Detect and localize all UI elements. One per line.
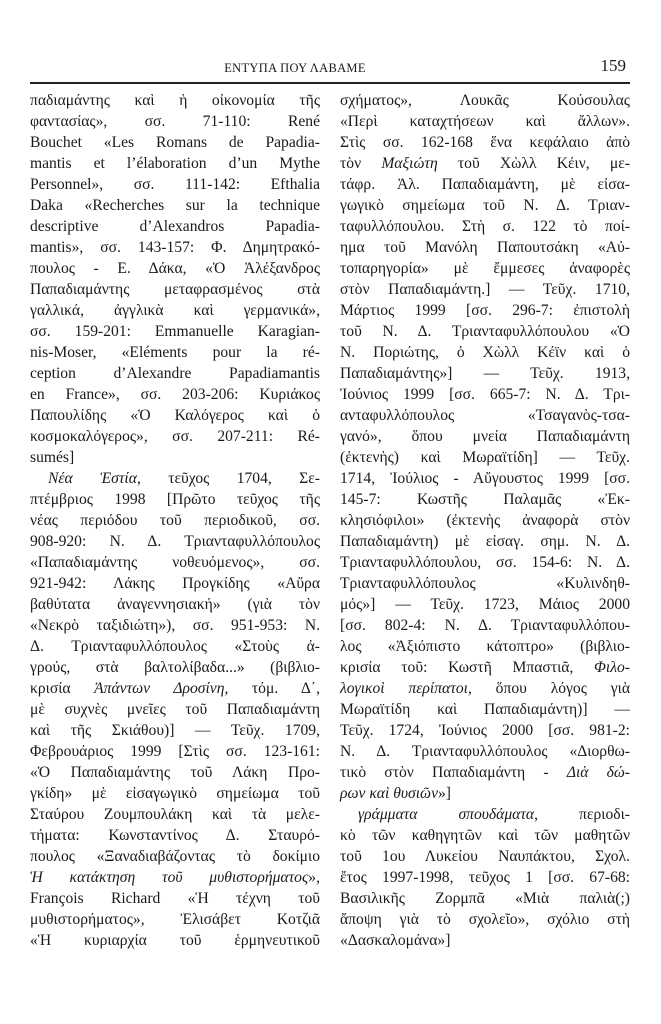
text-segment: Bouchet «Les Romans de Papadia- bbox=[30, 134, 320, 151]
text-line bbox=[340, 783, 630, 804]
running-head bbox=[30, 56, 630, 80]
text-line bbox=[30, 909, 320, 930]
text-line bbox=[30, 363, 320, 384]
text-line bbox=[340, 279, 630, 300]
text-segment: mantis et l’élaboration d’un Mythe bbox=[30, 155, 320, 172]
text-segment: ception d’Alexandre Papadiamantis bbox=[30, 365, 320, 382]
text-segment: sumés] bbox=[30, 449, 75, 466]
text-segment: «Νεκρὸ ταξιδιώτη»), σσ. 951-953: Ν. bbox=[30, 617, 320, 634]
text-segment: ἔτος 1997-1998, τεῦχος 1 [σσ. 67-68: bbox=[340, 869, 630, 886]
text-line bbox=[30, 153, 320, 174]
text-segment: κοσμοκαλόγερος», σσ. 207-211: Ré- bbox=[30, 428, 320, 445]
text-line bbox=[30, 720, 320, 741]
text-line bbox=[340, 426, 630, 447]
text-line bbox=[30, 195, 320, 216]
text-line bbox=[30, 237, 320, 258]
text-line bbox=[30, 783, 320, 804]
text-segment: τοῦ Ν. Δ. Τριανταφυλλόπουλου «Ὁ bbox=[340, 323, 630, 340]
text-line bbox=[340, 111, 630, 132]
text-line bbox=[340, 447, 630, 468]
text-segment: κρισία τοῦ: Κωστῆ Μπαστιᾶ, bbox=[340, 659, 595, 676]
text-segment: τάφρ. Ἀλ. Παπαδιαμάντη, μὲ εἰσα- bbox=[340, 176, 630, 193]
text-segment: Τεῦχ. 1724, Ἰούνιος 2000 [σσ. 981-2: bbox=[340, 722, 630, 739]
text-line bbox=[30, 888, 320, 909]
text-line bbox=[30, 762, 320, 783]
right-column bbox=[340, 90, 630, 951]
text-line bbox=[30, 384, 320, 405]
text-line bbox=[30, 174, 320, 195]
header-rule bbox=[30, 82, 630, 84]
text-line bbox=[340, 762, 630, 783]
text-segment: «Παπαδιαμάντης νοθευόμενος», σσ. bbox=[30, 554, 320, 571]
text-segment: «Περὶ καταχτήσεων καὶ ἄλλων». bbox=[340, 113, 630, 130]
italic-text: ρων καὶ θυσιῶν bbox=[340, 785, 438, 802]
text-line bbox=[30, 615, 320, 636]
text-segment: γανό», ὅπου μνεία Παπαδιαμάντη bbox=[340, 428, 630, 445]
italic-text: Νέα Ἑστία bbox=[48, 470, 137, 487]
text-line bbox=[30, 468, 320, 489]
text-segment: ταφυλλόπουλου. Στὴ σ. 122 τὸ ποί- bbox=[340, 218, 630, 235]
text-segment: , τεῦχος 1704, Σε- bbox=[136, 470, 320, 487]
text-line bbox=[30, 594, 320, 615]
text-segment: Παπαδιαμάντης»] — Τεῦχ. 1913, bbox=[340, 365, 630, 382]
text-segment: Μωραϊτίδη καὶ Παπαδιαμάντη)] — bbox=[340, 701, 630, 718]
text-segment: παδιαμάντης καὶ ἡ οἰκονομία τῆς bbox=[30, 92, 320, 109]
text-segment: γαλλικά, ἀγγλικὰ καὶ γερμανικά», bbox=[30, 302, 320, 319]
italic-text: Διὰ δώ- bbox=[566, 764, 630, 781]
text-segment: πουλος - Ε. Δάκα, «Ὁ Ἀλέξανδρος bbox=[30, 260, 320, 277]
running-head-title: ΕΝΤΥΠΑ ΠΟΥ ΛΑΒΑΜΕ bbox=[224, 61, 366, 75]
text-line bbox=[340, 741, 630, 762]
text-line bbox=[30, 342, 320, 363]
text-line bbox=[30, 699, 320, 720]
text-segment: Σταύρου Ζουμπουλάκη καὶ τὰ μελε- bbox=[30, 806, 320, 823]
text-segment: «Δασκαλομάνα»] bbox=[340, 932, 451, 949]
text-segment: en France», σσ. 203-206: Κυριάκος bbox=[30, 386, 320, 403]
text-segment: βαθύτατα ἀναγεννησιακή» (γιὰ τὸν bbox=[30, 596, 320, 613]
text-line bbox=[30, 489, 320, 510]
text-line bbox=[30, 405, 320, 426]
text-segment: Daka «Recherches sur la technique bbox=[30, 197, 320, 214]
text-line bbox=[30, 321, 320, 342]
text-line bbox=[340, 846, 630, 867]
text-line bbox=[340, 615, 630, 636]
text-line bbox=[340, 552, 630, 573]
text-segment: descriptive d’Alexandros Papadia- bbox=[30, 218, 320, 235]
text-segment: τοῦ Χὼλλ Κέιν, με- bbox=[437, 155, 630, 172]
text-line bbox=[30, 825, 320, 846]
text-segment: τὸν bbox=[340, 155, 382, 172]
text-segment: «Ὁ Παπαδιαμάντης τοῦ Λάκη Προ- bbox=[30, 764, 320, 781]
text-line bbox=[340, 678, 630, 699]
text-segment: Ν. Ποριώτης, ὁ Χὼλλ Κέϊν καὶ ὁ bbox=[340, 344, 630, 361]
text-line bbox=[340, 384, 630, 405]
text-line bbox=[30, 132, 320, 153]
text-line bbox=[30, 111, 320, 132]
text-line bbox=[30, 300, 320, 321]
text-line bbox=[30, 573, 320, 594]
text-segment: Ν. Δ. Τριανταφυλλόπουλος «Διορθω- bbox=[340, 743, 630, 760]
text-line bbox=[30, 510, 320, 531]
text-line bbox=[340, 573, 630, 594]
text-segment: Βασιλικῆς Ζορμπᾶ «Μιὰ παλιὰ(;) bbox=[340, 890, 630, 907]
text-segment: πουλος «Ξαναδιαβάζοντας τὸ δοκίμιο bbox=[30, 848, 320, 865]
text-line bbox=[30, 552, 320, 573]
text-line bbox=[340, 636, 630, 657]
text-segment: σσ. 159-201: Emmanuelle Karagian- bbox=[30, 323, 320, 340]
text-segment: 908-920: Ν. Δ. Τριανταφυλλόπουλος bbox=[30, 533, 320, 550]
text-line bbox=[340, 90, 630, 111]
text-segment: τήματα: Κωνσταντίνος Δ. Σταυρό- bbox=[30, 827, 320, 844]
text-segment: »] bbox=[438, 785, 451, 802]
text-line bbox=[340, 804, 630, 825]
text-segment: », bbox=[308, 869, 320, 886]
text-line bbox=[340, 258, 630, 279]
text-line bbox=[30, 279, 320, 300]
text-line bbox=[30, 867, 320, 888]
text-segment: γρούς, στὰ βαλτολίβαδα...» (βιβλιο- bbox=[30, 659, 320, 676]
text-segment: γκίδη» μὲ εἰσαγωγικὸ σημείωμα τοῦ bbox=[30, 785, 320, 802]
text-segment: Ἰούνιος 1999 [σσ. 665-7: Ν. Δ. Τρι- bbox=[340, 386, 630, 403]
text-segment: μός»] — Τεῦχ. 1723, Μάιος 2000 bbox=[340, 596, 630, 613]
text-segment: Τριανταφυλλόπουλου, σσ. 154-6: Ν. Δ. bbox=[340, 554, 630, 571]
text-segment: , ὅπου λόγος γιὰ bbox=[467, 680, 630, 697]
text-segment: μὲ συχνὲς μνεῖες τοῦ Παπαδιαμάντη bbox=[30, 701, 320, 718]
text-line bbox=[340, 174, 630, 195]
text-segment: πτέμβριος 1998 [Πρῶτο τεῦχος τῆς bbox=[30, 491, 320, 508]
text-segment: Στὶς σσ. 162-168 ἕνα κεφάλαιο ἀπὸ bbox=[340, 134, 630, 151]
text-line bbox=[340, 867, 630, 888]
text-line bbox=[340, 342, 630, 363]
text-line bbox=[340, 699, 630, 720]
text-line bbox=[340, 237, 630, 258]
text-line bbox=[340, 216, 630, 237]
text-line bbox=[340, 531, 630, 552]
text-segment: Τριανταφυλλόπουλος «Κυλινδηθ- bbox=[340, 575, 630, 592]
text-line bbox=[340, 825, 630, 846]
text-line bbox=[340, 153, 630, 174]
text-segment: κλησιόφιλοι» (ἐκτενὴς ἀναφορὰ στὸν bbox=[340, 512, 630, 529]
text-line bbox=[30, 678, 320, 699]
text-line bbox=[340, 888, 630, 909]
italic-text: Φιλο- bbox=[594, 659, 630, 676]
page-number: 159 bbox=[600, 56, 626, 75]
text-segment: Δ. Τριανταφυλλόπουλος «Στοὺς ἀ- bbox=[30, 638, 320, 655]
text-line bbox=[30, 636, 320, 657]
text-line bbox=[340, 594, 630, 615]
italic-text: γράμματα σπουδάματα bbox=[358, 806, 535, 823]
text-segment: ανταφυλλόπουλος «Τσαγανὸς-τσα- bbox=[340, 407, 630, 424]
text-segment: λος «Ἀξιόπιστο κάτοπτρο» (βιβλιο- bbox=[340, 638, 630, 655]
text-segment: καὶ τῆς Σκιάθου)] — Τεῦχ. 1709, bbox=[30, 722, 320, 739]
text-segment: μυθιστορήματος», Ἐλισάβετ Κοτζιᾶ bbox=[30, 911, 320, 928]
text-segment: Φεβρουάριος 1999 [Στὶς σσ. 123-161: bbox=[30, 743, 320, 760]
text-segment: γωγικὸ σημείωμα τοῦ Ν. Δ. Τριαν- bbox=[340, 197, 630, 214]
text-line bbox=[340, 657, 630, 678]
text-segment: [σσ. 802-4: Ν. Δ. Τριανταφυλλόπου- bbox=[340, 617, 630, 634]
text-segment: κὸ τῶν καθηγητῶν καὶ τῶν μαθητῶν bbox=[340, 827, 630, 844]
text-line bbox=[340, 468, 630, 489]
text-segment: τοπαρηγορία» μὲ ἔμμεσες ἀναφορὲς bbox=[340, 260, 630, 277]
text-line bbox=[30, 657, 320, 678]
text-line bbox=[340, 195, 630, 216]
text-line bbox=[340, 405, 630, 426]
text-segment: Personnel», σσ. 111-142: Efthalia bbox=[30, 176, 320, 193]
text-line bbox=[340, 132, 630, 153]
text-line bbox=[30, 447, 320, 468]
text-segment: François Richard «Ἡ τέχνη τοῦ bbox=[30, 890, 320, 907]
text-segment: κρισία bbox=[30, 680, 95, 697]
text-line bbox=[30, 531, 320, 552]
text-line bbox=[340, 510, 630, 531]
text-line bbox=[30, 216, 320, 237]
text-line bbox=[340, 363, 630, 384]
text-line bbox=[30, 846, 320, 867]
text-segment: , τόμ. Δ΄, bbox=[224, 680, 321, 697]
text-segment: σχήματος», Λουκᾶς Κούσουλας bbox=[340, 92, 630, 109]
text-line bbox=[30, 741, 320, 762]
text-segment: (ἐκτενὴς) καὶ Μωραϊτίδη] — Τεῦχ. bbox=[340, 449, 630, 466]
text-segment: φαντασίας», σσ. 71-110: René bbox=[30, 113, 320, 130]
text-segment: 921-942: Λάκης Προγκίδης «Αὔρα bbox=[30, 575, 320, 592]
text-segment: νέας περιόδου τοῦ περιοδικοῦ, σσ. bbox=[30, 512, 320, 529]
text-segment: Μάρτιος 1999 [σσ. 296-7: ἐπιστολὴ bbox=[340, 302, 630, 319]
text-segment: Παπαδιαμάντη) μὲ εἰσαγ. σημ. Ν. Δ. bbox=[340, 533, 630, 550]
text-line bbox=[30, 930, 320, 951]
text-segment: στὸν Παπαδιαμάντη.] — Τεῦχ. 1710, bbox=[340, 281, 630, 298]
text-line bbox=[340, 321, 630, 342]
text-segment: «Ἡ κυριαρχία τοῦ ἑρμηνευτικοῦ bbox=[30, 932, 320, 949]
text-line bbox=[340, 720, 630, 741]
text-segment: , περιοδι- bbox=[534, 806, 630, 823]
text-line bbox=[340, 909, 630, 930]
text-line bbox=[30, 258, 320, 279]
text-segment: ημα τοῦ Μανόλη Παπουτσάκη «Αὐ- bbox=[340, 239, 630, 256]
text-segment: nis-Moser, «Eléments pour la ré- bbox=[30, 344, 320, 361]
text-segment: mantis», σσ. 143-157: Φ. Δημητρακό- bbox=[30, 239, 320, 256]
italic-text: Μαξιώτη bbox=[381, 155, 438, 172]
text-line bbox=[30, 426, 320, 447]
left-column bbox=[30, 90, 320, 951]
italic-text: Ἡ κατάκτηση τοῦ μυθιστορήματος bbox=[30, 869, 309, 886]
text-line bbox=[340, 300, 630, 321]
text-line bbox=[30, 804, 320, 825]
text-line bbox=[340, 489, 630, 510]
text-segment: τικὸ στὸν Παπαδιαμάντη - bbox=[340, 764, 567, 781]
text-line bbox=[340, 930, 630, 951]
text-segment: τοῦ 1ου Λυκείου Ναυπάκτου, Σχολ. bbox=[340, 848, 630, 865]
text-segment: 145-7: Κωστῆς Παλαμᾶς «Ἐκ- bbox=[340, 491, 630, 508]
italic-text: Ἀπάντων Δροσίνη bbox=[94, 680, 225, 697]
text-segment: Παπουλίδης «Ὁ Καλόγερος καὶ ὁ bbox=[30, 407, 320, 424]
text-segment: ἄποψη γιὰ τὸ σχολεῖο», σχόλιο στὴ bbox=[340, 911, 630, 928]
italic-text: λογικοὶ περίπατοι bbox=[340, 680, 468, 697]
text-line bbox=[30, 90, 320, 111]
text-segment: Παπαδιαμάντης μεταφρασμένος στὰ bbox=[30, 281, 320, 298]
text-segment: 1714, Ἰούλιος - Αὔγουστος 1999 [σσ. bbox=[340, 470, 630, 487]
